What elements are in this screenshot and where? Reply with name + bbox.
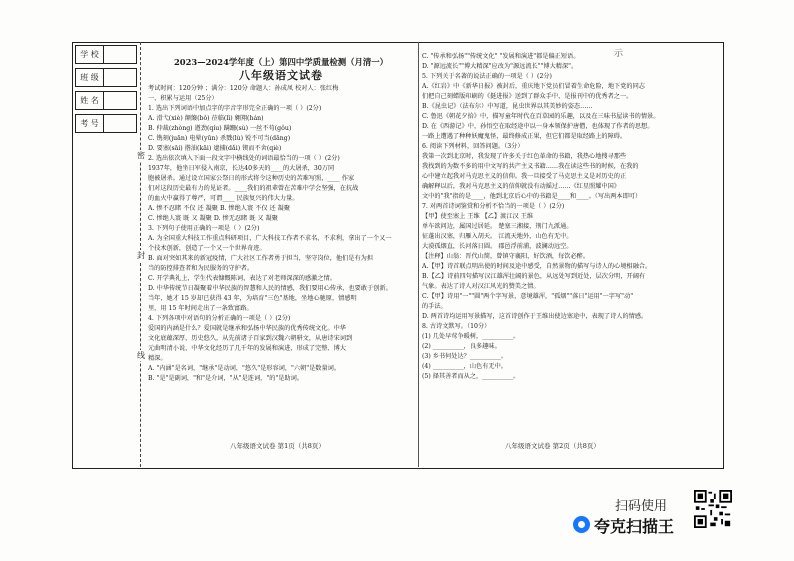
text-line: 【甲】使至塞上 王维 【乙】渡江汉 王维 xyxy=(422,213,534,220)
info-school: 学 校 xyxy=(75,45,137,64)
handwritten-mark: 示 xyxy=(614,49,624,59)
text-line: 胞被屠杀。通过设立国家公祭日的形式将令这种历史的苦难写照，____ 作家 xyxy=(148,175,355,182)
text-line: 爱国的内涵是什么？爱国就是继承和弘扬中华民族的优秀传统文化。中华 xyxy=(148,325,346,332)
text-line: (1) 几处早莺争暖树，__________。 xyxy=(422,333,520,340)
text-line: A. 滑弋(xiè) 颠簸(bǒ) 莅临(lì) 翱翔(hán) xyxy=(148,115,264,122)
seal-char: 封 xyxy=(137,251,145,260)
text-line: C.【甲】诗用"一""圆"两个字写景，意境雄浑，"孤烟""落日"运用"一字写"动" xyxy=(422,293,634,300)
text-line: 里，用 15 年时间走出了一条致富路。 xyxy=(148,305,253,312)
text-line: 们把自己刻蜡版印刷的《挺进报》送到了群众手中，是报刊中的优秀者之一。 xyxy=(422,93,633,100)
exam-subtitle: 八年级语文试卷 xyxy=(239,69,323,82)
text-line: (2) __________，良多趣味。 xyxy=(422,343,501,350)
scan-to-use-label: 扫码使用 xyxy=(615,499,668,514)
text-line: 征蓬出汉塞，归雁入胡天。 江流天地外，山色有无中。 xyxy=(422,233,573,240)
text-line: A.【甲】诗首联点明出使的时间及途中感受，自然景物的描写与诗人的心境相融合。 xyxy=(422,263,652,270)
text-line: 大漠孤烟直，长河落日圆。 郡邑浮前浦，波澜动远空。 xyxy=(422,243,573,250)
text-line: A. 为全国重大科技工作重点科研项目，广大科技工作者不求名、不求利，拿出了一个又一 xyxy=(148,235,392,242)
right-page xyxy=(422,52,718,382)
text-line: 4. 下列各项中对语句的分析正确的一项是（ ）(2分) xyxy=(148,315,291,322)
text-line: 元曲明清小说，中华文化经历了几千年的发展和演进，形成了完整、博大 xyxy=(148,345,346,352)
text-line: 的血火中赢得了尊严，可谓____ 民族复兴的伟大力量。 xyxy=(148,195,299,202)
text-line: 单车欲问边，属国过居延。 楚塞三湘接，荆门九派通。 xyxy=(422,223,573,230)
text-line: 心中建立起我对马克思主义的信仰。我一旦接受了马克思主义是对历史的正 xyxy=(422,173,627,180)
text-line: 8. 古诗文默写。（10分） xyxy=(422,323,491,330)
page-footer-right: 八年级语文试卷 第2页（共8页） xyxy=(505,442,600,450)
qr-code-icon[interactable] xyxy=(694,490,732,528)
text-line: 一、积累与运用（25分） xyxy=(148,95,218,102)
text-line: 们对这段历史最有力的见证者。____我们的祖辈曾在苦难中学会坚强，在抗战 xyxy=(148,185,359,192)
text-line: 【注释】山翁：晋代山简，曾镇守襄阳，好饮酒，每饮必醉。 xyxy=(422,253,590,260)
info-name: 姓 名 xyxy=(75,91,137,110)
text-line: 当年，她才 15 岁却已获得 43 年，为培育"三色"基地，坐地心驰原，情感明 xyxy=(148,295,357,302)
student-info-box xyxy=(75,45,137,137)
text-line: B.《昆虫记》（法布尔）中写道，昆虫世界以其美妙的姿态…… xyxy=(422,103,593,110)
text-line: C. 惨绝人寰 既 又 凝聚 D. 惨无忍睹 既 又 凝聚 xyxy=(148,215,278,222)
text-line: 一路上遭遇了种种妖魔鬼怪，最终修成正果，但它们都是取经路上的障碍。 xyxy=(422,133,627,140)
text-line: (5) 择其善者而从之，__________。 xyxy=(422,373,520,380)
text-line: C. 镌刻(juān) 电晕(yūn) 杀戮(lù) 锐不可当(dāng) xyxy=(148,135,291,142)
text-line: 1. 选出下列词语中加点字的字音字形完全正确的一项（ ）(2分) xyxy=(148,105,322,112)
text-line: (3) 乡书何处达？__________。 xyxy=(422,353,507,360)
page-footer-left: 八年级语文试卷 第1页（共8页） xyxy=(230,442,325,450)
text-line: C. 鲁迅《朝花夕拾》中，描写童年时代在百草园的乐趣，以及在三味书屋读书的情景。 xyxy=(422,113,660,120)
info-class: 班 级 xyxy=(75,68,137,87)
text-line: B.【乙】诗前四句描写汉江雄浑壮阔的景色，从远处写到近处，层次分明，开阔有 xyxy=(422,273,646,280)
right-question-list xyxy=(422,52,718,382)
text-line: A. 惨不忍睹 不仅 还 凝聚 B. 惨绝人寰 不仅 还 凝聚 xyxy=(148,205,291,212)
text-line: B. 面对突如其来的新冠疫情，广大社区工作者勇于担当，坚守岗位，他们是有为担 xyxy=(148,255,374,262)
seal-char: 密 xyxy=(137,151,145,160)
text-line: 精深。 xyxy=(148,355,167,362)
page-divider xyxy=(418,42,419,467)
text-line: D. 在《西游记》中，孙悟空在取经途中以一身本领保护唐僧，也体现了作者的思想。 xyxy=(422,123,654,130)
left-page xyxy=(148,56,414,384)
text-line: C. "传承和弘扬""传统文化" "发展和演进"都是偏正短语。 xyxy=(422,53,580,60)
text-line: 6. 阅读下列材料，回答问题。（3分） xyxy=(422,143,524,150)
left-question-list xyxy=(148,84,414,384)
text-line: 考试时间：120分钟 ；满分：120分 命题人：孙成凤 校对人：张红梅 xyxy=(148,85,339,92)
seal-char: 线 xyxy=(137,351,145,360)
text-line: 文中的"我"指的是____，他到北京后心中的书籍是____和____。（写出两本即可） xyxy=(422,193,642,200)
scanner-logo-icon xyxy=(573,516,590,533)
text-line: (4) __________，山色有无中。 xyxy=(422,363,507,370)
text-line: B. 仲裁(zhòng) 遒劲(qíu) 蹒跚(sù) 一丝不苟(gǒu) xyxy=(148,125,292,132)
scanner-brand-name: 夸克扫描王 xyxy=(594,517,675,536)
info-exam-number: 考 号 xyxy=(75,114,137,133)
text-line: 的手法。 xyxy=(422,303,447,310)
text-line: D. "源远流长""博大精深"应改为"源远流长""博大精深"。 xyxy=(422,63,578,70)
text-line: D. 要塞(sāi) 揩油(kāi) 逮捕(dǎi) 锲而不舍(qiè) xyxy=(148,145,282,152)
text-line: 5. 下列关于名著的说法正确的一项是（ ）(2分) xyxy=(422,73,552,80)
text-line: 我找到的为数不多的用中文写的共产主义书籍……我在读这些书的时候，在我的 xyxy=(422,163,639,170)
text-line: 文化底蕴深厚，历史悠久，从先前诸子百家到汉魏六朝骈文，从唐诗宋词到 xyxy=(148,335,353,342)
text-line: D. 中华传统节日凝聚着中华民族的智慧和人民的情感，我们要用心传承，也要敢于创新。 xyxy=(148,285,392,292)
text-line: 3. 下列句子使用正确的一项是（ ）(2分) xyxy=(148,225,260,232)
text-line: 个技术创新，创造了一个又一个世界奇迹。 xyxy=(148,245,266,252)
text-line: B. "是"是副词，"和"是介词，"从"是连词，"的"是助词。 xyxy=(148,375,303,382)
text-line: 当的防控排查者和为民服务的守护者。 xyxy=(148,265,254,272)
text-line: 气象。表达了诗人对汉江风光的赞美之情。 xyxy=(422,283,540,290)
text-line: C. 开学典礼上，学生代表慷慨陈词，表达了对老师深深的感激之情。 xyxy=(148,275,336,282)
text-line: 确解释以后，我对马克思主义的信仰就没有动摇过……《红星照耀中国》 xyxy=(422,183,620,190)
text-line: 2. 选出依次填入下面一段文字中横线处的词语最恰当的一项（ ）(2分) xyxy=(148,155,340,162)
text-line: 我第一次到北京时，我发现了许多关于红色革命的书籍，我热心地搜寻那些 xyxy=(422,153,627,160)
text-line: 1937年，他坐日军侵入南京，长达40多天的____的大屠杀，30万同 xyxy=(148,165,335,172)
text-line: A. "内涵"是名词，"继承"是动词，"悠久"是形容词，"六朝"是数量词。 xyxy=(148,365,341,372)
text-line: D. 两首诗均运用写景描写，这首诗创作于王维出使边塞途中，表现了诗人的情感。 xyxy=(422,313,648,320)
text-line: 7. 对两首诗词鉴赏和分析不恰当的一项是（ ）(2分) xyxy=(422,203,565,210)
text-line: A.《红岩》中《新华日报》被封后，重庆地下党员们冒着生命危险，地下党的同志 xyxy=(422,83,645,90)
exam-title: 2023—2024学年度（上）第四中学质量检测（月清一） xyxy=(173,57,389,67)
